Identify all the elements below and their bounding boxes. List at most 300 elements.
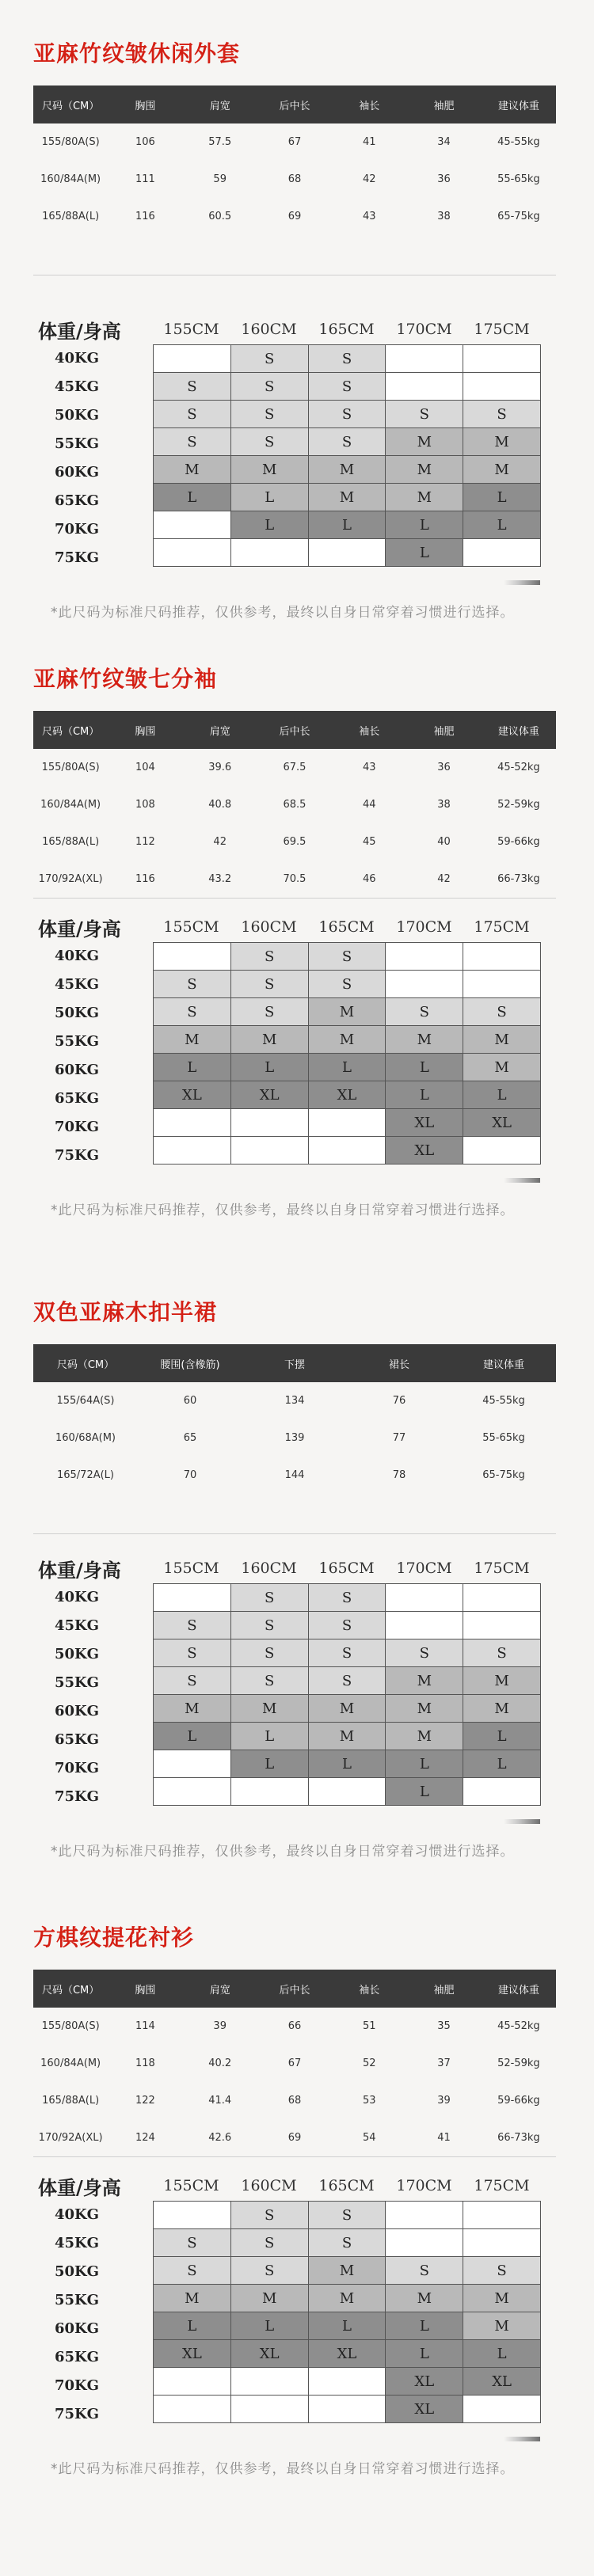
table-cell: 42.6: [183, 2119, 257, 2157]
table-cell: 160/68A(M): [33, 1419, 138, 1457]
size-cell: S: [154, 373, 231, 401]
table-cell: 160/84A(M): [33, 786, 108, 823]
size-cell: S: [308, 345, 386, 373]
table-cell: 46: [332, 861, 406, 899]
height-header: 165CM: [318, 918, 375, 936]
grid-row: [154, 2285, 541, 2312]
table-cell: 122: [108, 2082, 182, 2119]
grid-row: [154, 1667, 541, 1695]
size-cell: M: [154, 2285, 231, 2312]
weight-label: 45KG: [54, 976, 100, 993]
table-row: [33, 2082, 556, 2119]
table-cell: 111: [108, 161, 182, 198]
size-cell: XL: [386, 2368, 463, 2396]
table-cell: 116: [108, 198, 182, 235]
size-cell: M: [154, 1695, 231, 1723]
table-row: [33, 2008, 556, 2045]
size-cell: L: [386, 2312, 463, 2340]
weight-label: 40KG: [54, 2206, 100, 2223]
column-header: 袖长: [332, 711, 406, 749]
table-cell: 41.4: [183, 2082, 257, 2119]
size-cell: S: [154, 2257, 231, 2285]
size-cell: [308, 1778, 386, 1806]
size-cell: S: [154, 2229, 231, 2257]
table-cell: 66-73kg: [482, 2119, 556, 2157]
table-cell: 67.5: [257, 749, 332, 786]
size-cell: S: [463, 1639, 541, 1667]
table-cell: 40: [406, 823, 481, 861]
size-cell: M: [308, 998, 386, 1026]
table-row: [33, 198, 556, 235]
table-cell: 45-55kg: [451, 1382, 556, 1419]
table-cell: 45-52kg: [482, 2008, 556, 2045]
size-cell: S: [308, 2202, 386, 2229]
weight-label: 40KG: [54, 350, 100, 367]
size-cell: S: [308, 971, 386, 998]
size-cell: S: [308, 943, 386, 971]
grid-row: [154, 1054, 541, 1081]
size-cell: L: [308, 511, 386, 539]
size-cell: S: [230, 971, 308, 998]
table-cell: 170/92A(XL): [33, 2119, 108, 2157]
size-cell: [154, 345, 231, 373]
size-cell: XL: [154, 1081, 231, 1109]
column-header: 建议体重: [451, 1344, 556, 1382]
grid-row: [154, 998, 541, 1026]
height-header: 175CM: [474, 321, 530, 338]
weight-label: 70KG: [54, 2377, 100, 2394]
size-cell: S: [154, 1667, 231, 1695]
measurement-table: [33, 1970, 556, 2157]
table-row: [33, 1457, 556, 1494]
weight-label: 70KG: [54, 521, 100, 538]
measurement-header-row: [33, 711, 556, 749]
size-cell: M: [463, 1695, 541, 1723]
size-cell: M: [230, 1695, 308, 1723]
table-row: [33, 161, 556, 198]
size-cell: L: [230, 1723, 308, 1750]
column-header: 肩宽: [183, 85, 257, 123]
height-header: 170CM: [396, 918, 452, 936]
grid-row: [154, 2257, 541, 2285]
table-cell: 45-55kg: [482, 123, 556, 161]
section-title: 亚麻竹纹皱休闲外套: [33, 40, 241, 66]
size-cell: S: [154, 401, 231, 428]
size-cell: [463, 943, 541, 971]
height-header: 165CM: [318, 2177, 375, 2194]
weight-label: 50KG: [54, 2263, 100, 2280]
size-cell: S: [463, 998, 541, 1026]
table-cell: 51: [332, 2008, 406, 2045]
table-cell: 124: [108, 2119, 182, 2157]
size-cell: L: [386, 1081, 463, 1109]
size-cell: S: [230, 2257, 308, 2285]
table-cell: 55-65kg: [451, 1419, 556, 1457]
height-header: 155CM: [163, 918, 219, 936]
height-header: 160CM: [241, 1560, 297, 1577]
size-cell: S: [154, 998, 231, 1026]
table-cell: 60: [138, 1382, 242, 1419]
column-header: 肩宽: [183, 1970, 257, 2008]
size-cell: [154, 2202, 231, 2229]
size-recommendation-grid: [153, 344, 541, 567]
table-cell: 60.5: [183, 198, 257, 235]
size-cell: M: [386, 484, 463, 511]
column-header: 胸围: [108, 1970, 182, 2008]
table-cell: 70: [138, 1457, 242, 1494]
table-cell: 53: [332, 2082, 406, 2119]
size-recommendation-grid: [153, 1583, 541, 1806]
column-header: 肩宽: [183, 711, 257, 749]
size-cell: [230, 539, 308, 567]
size-cell: [154, 1778, 231, 1806]
grid-row: [154, 428, 541, 456]
size-cell: [308, 539, 386, 567]
column-header: 胸围: [108, 85, 182, 123]
grid-row: [154, 1612, 541, 1639]
measurement-body: [33, 749, 556, 899]
size-cell: [386, 2202, 463, 2229]
size-cell: M: [154, 456, 231, 484]
column-header: 后中长: [257, 1970, 332, 2008]
table-cell: 52: [332, 2045, 406, 2082]
table-row-empty: [33, 235, 556, 275]
weight-label: 55KG: [54, 2292, 100, 2308]
grid-row: [154, 1750, 541, 1778]
table-cell: 144: [242, 1457, 347, 1494]
measurement-body: [33, 123, 556, 275]
height-header: 165CM: [318, 1560, 375, 1577]
size-cell: XL: [386, 2396, 463, 2423]
height-header: 170CM: [396, 1560, 452, 1577]
measurement-header-row: [33, 1344, 556, 1382]
table-cell: 65-75kg: [451, 1457, 556, 1494]
grid-row: [154, 2368, 541, 2396]
size-cell: S: [308, 401, 386, 428]
weight-label: 55KG: [54, 1674, 100, 1691]
size-cell: L: [154, 1723, 231, 1750]
size-cell: S: [386, 2257, 463, 2285]
size-cell: M: [308, 1723, 386, 1750]
size-cell: L: [386, 511, 463, 539]
table-row: [33, 1419, 556, 1457]
size-cell: [308, 2368, 386, 2396]
table-cell: 43.2: [183, 861, 257, 899]
size-cell: L: [230, 1750, 308, 1778]
table-cell: 165/88A(L): [33, 2082, 108, 2119]
size-cell: [154, 1584, 231, 1612]
size-cell: [230, 2396, 308, 2423]
size-note: *此尺码为标准尺码推荐，仅供参考，最终以自身日常穿着习惯进行选择。: [51, 2461, 515, 2477]
grid-row: [154, 1639, 541, 1667]
size-cell: L: [463, 1723, 541, 1750]
size-cell: M: [386, 1695, 463, 1723]
grid-row: [154, 401, 541, 428]
weight-height-label: 体重/身高: [38, 1559, 121, 1582]
size-cell: M: [154, 1026, 231, 1054]
size-cell: M: [308, 484, 386, 511]
measurement-table: [33, 1344, 556, 1534]
height-header: 175CM: [474, 918, 530, 936]
table-cell-empty: [482, 235, 556, 275]
shade-scale-bar: [504, 1819, 540, 1824]
table-row: [33, 1382, 556, 1419]
column-header: 袖长: [332, 1970, 406, 2008]
table-cell: 155/80A(S): [33, 749, 108, 786]
size-cell: [230, 1137, 308, 1165]
column-header: 尺码（CM）: [33, 85, 108, 123]
column-header: 袖肥: [406, 711, 481, 749]
column-header: 后中长: [257, 711, 332, 749]
column-header: 袖肥: [406, 85, 481, 123]
grid-row: [154, 345, 541, 373]
size-cell: S: [154, 971, 231, 998]
column-header: 下摆: [242, 1344, 347, 1382]
table-cell: 76: [347, 1382, 451, 1419]
height-header: 160CM: [241, 2177, 297, 2194]
size-cell: M: [386, 456, 463, 484]
weight-label: 50KG: [54, 407, 100, 424]
size-cell: M: [308, 2285, 386, 2312]
grid-row: [154, 1778, 541, 1806]
table-cell: 165/88A(L): [33, 198, 108, 235]
size-cell: M: [386, 1667, 463, 1695]
size-cell: [463, 345, 541, 373]
height-header: 155CM: [163, 321, 219, 338]
measurement-body: [33, 2008, 556, 2157]
table-cell-empty: [33, 235, 108, 275]
size-cell: [230, 1109, 308, 1137]
size-cell: S: [308, 1667, 386, 1695]
size-cell: L: [230, 1054, 308, 1081]
table-cell: 66: [257, 2008, 332, 2045]
grid-row: [154, 1137, 541, 1165]
size-cell: S: [154, 428, 231, 456]
size-cell: L: [463, 484, 541, 511]
table-row: [33, 786, 556, 823]
size-cell: [154, 2368, 231, 2396]
table-cell: 160/84A(M): [33, 2045, 108, 2082]
size-cell: M: [386, 1026, 463, 1054]
size-cell: M: [386, 1723, 463, 1750]
weight-label: 50KG: [54, 1005, 100, 1021]
table-cell: 45-52kg: [482, 749, 556, 786]
size-cell: L: [308, 1750, 386, 1778]
table-cell: 36: [406, 161, 481, 198]
table-cell: 165/88A(L): [33, 823, 108, 861]
table-cell: 116: [108, 861, 182, 899]
size-cell: L: [308, 1054, 386, 1081]
size-cell: S: [386, 1639, 463, 1667]
measurement-header-row: [33, 85, 556, 123]
size-cell: XL: [463, 1109, 541, 1137]
height-header: 155CM: [163, 2177, 219, 2194]
size-cell: S: [308, 1584, 386, 1612]
size-cell: [463, 373, 541, 401]
table-cell: 65: [138, 1419, 242, 1457]
table-cell: 45: [332, 823, 406, 861]
shade-scale-bar: [504, 1178, 540, 1183]
table-row: [33, 861, 556, 899]
size-cell: [386, 943, 463, 971]
measurement-header: [33, 1970, 556, 2008]
column-header: 腰围(含橡筋): [138, 1344, 242, 1382]
size-cell: M: [308, 1695, 386, 1723]
size-cell: S: [230, 998, 308, 1026]
table-cell-empty: [33, 1494, 138, 1534]
table-cell: 66-73kg: [482, 861, 556, 899]
size-cell: S: [386, 998, 463, 1026]
weight-label: 55KG: [54, 1033, 100, 1050]
size-cell: S: [154, 1612, 231, 1639]
grid-row: [154, 971, 541, 998]
table-cell: 36: [406, 749, 481, 786]
grid-row: [154, 2340, 541, 2368]
size-cell: [154, 1109, 231, 1137]
weight-height-label: 体重/身高: [38, 320, 121, 343]
size-cell: [154, 943, 231, 971]
table-cell-empty: [406, 235, 481, 275]
column-header: 建议体重: [482, 711, 556, 749]
size-cell: M: [463, 1667, 541, 1695]
weight-label: 45KG: [54, 2235, 100, 2251]
shade-scale-bar: [504, 580, 540, 585]
table-cell: 68: [257, 161, 332, 198]
size-cell: S: [308, 428, 386, 456]
size-cell: S: [230, 1667, 308, 1695]
size-cell: S: [230, 1639, 308, 1667]
size-cell: S: [230, 1612, 308, 1639]
size-cell: L: [463, 1750, 541, 1778]
table-cell: 67: [257, 123, 332, 161]
size-cell: S: [386, 401, 463, 428]
table-cell: 170/92A(XL): [33, 861, 108, 899]
size-cell: XL: [230, 2340, 308, 2368]
grid-row: [154, 943, 541, 971]
table-cell: 59-66kg: [482, 2082, 556, 2119]
table-row: [33, 123, 556, 161]
table-cell-empty: [138, 1494, 242, 1534]
size-cell: L: [386, 1778, 463, 1806]
table-cell: 106: [108, 123, 182, 161]
column-header: 后中长: [257, 85, 332, 123]
table-cell: 59: [183, 161, 257, 198]
size-cell: XL: [386, 1109, 463, 1137]
table-cell: 69.5: [257, 823, 332, 861]
grid-row: [154, 2312, 541, 2340]
table-row: [33, 2045, 556, 2082]
weight-label: 55KG: [54, 435, 100, 452]
weight-label: 65KG: [54, 2349, 100, 2365]
table-cell: 139: [242, 1419, 347, 1457]
table-cell: 40.2: [183, 2045, 257, 2082]
grid-row: [154, 1584, 541, 1612]
weight-label: 70KG: [54, 1119, 100, 1135]
table-cell: 57.5: [183, 123, 257, 161]
column-header: 裙长: [347, 1344, 451, 1382]
weight-label: 75KG: [54, 1147, 100, 1164]
size-cell: S: [230, 2202, 308, 2229]
table-cell: 68: [257, 2082, 332, 2119]
table-cell: 78: [347, 1457, 451, 1494]
table-cell: 165/72A(L): [33, 1457, 138, 1494]
column-header: 尺码（CM）: [33, 1970, 108, 2008]
shade-scale-bar: [504, 2437, 540, 2441]
size-cell: XL: [308, 2340, 386, 2368]
table-cell: 35: [406, 2008, 481, 2045]
size-cell: XL: [308, 1081, 386, 1109]
size-cell: S: [230, 2229, 308, 2257]
size-cell: XL: [154, 2340, 231, 2368]
size-cell: XL: [230, 1081, 308, 1109]
size-recommendation-grid: [153, 2201, 541, 2423]
size-cell: [386, 345, 463, 373]
table-cell: 41: [332, 123, 406, 161]
size-cell: [463, 2229, 541, 2257]
size-cell: S: [230, 428, 308, 456]
table-cell: 39: [183, 2008, 257, 2045]
size-cell: M: [308, 456, 386, 484]
size-cell: [308, 1109, 386, 1137]
size-cell: XL: [386, 1137, 463, 1165]
table-cell: 38: [406, 786, 481, 823]
table-cell: 104: [108, 749, 182, 786]
size-cell: [154, 539, 231, 567]
weight-label: 60KG: [54, 464, 100, 481]
table-cell-empty: [332, 235, 406, 275]
weight-label: 40KG: [54, 1589, 100, 1605]
size-cell: [386, 1584, 463, 1612]
table-cell-empty: [242, 1494, 347, 1534]
table-cell: 77: [347, 1419, 451, 1457]
size-cell: M: [386, 2285, 463, 2312]
weight-label: 50KG: [54, 1646, 100, 1662]
table-cell: 42: [406, 861, 481, 899]
table-cell: 55-65kg: [482, 161, 556, 198]
size-cell: L: [230, 2312, 308, 2340]
size-cell: [230, 1778, 308, 1806]
size-cell: M: [308, 2257, 386, 2285]
measurement-body: [33, 1382, 556, 1534]
size-cell: M: [463, 1026, 541, 1054]
measurement-header: [33, 711, 556, 749]
size-cell: [308, 1137, 386, 1165]
size-section: [0, 1884, 594, 2510]
table-cell: 52-59kg: [482, 2045, 556, 2082]
size-cell: [463, 1584, 541, 1612]
table-cell: 69: [257, 2119, 332, 2157]
weight-label: 65KG: [54, 1731, 100, 1748]
table-cell: 155/80A(S): [33, 2008, 108, 2045]
size-cell: S: [463, 401, 541, 428]
weight-height-label: 体重/身高: [38, 2176, 121, 2199]
table-cell: 112: [108, 823, 182, 861]
weight-label: 75KG: [54, 2406, 100, 2422]
table-cell: 43: [332, 749, 406, 786]
size-cell: [463, 539, 541, 567]
grid-row: [154, 1695, 541, 1723]
column-header: 尺码（CM）: [33, 1344, 138, 1382]
size-cell: L: [230, 484, 308, 511]
table-cell: 118: [108, 2045, 182, 2082]
size-section: [0, 0, 594, 625]
weight-label: 60KG: [54, 1703, 100, 1719]
height-header: 160CM: [241, 321, 297, 338]
table-cell: 38: [406, 198, 481, 235]
size-note: *此尺码为标准尺码推荐，仅供参考，最终以自身日常穿着习惯进行选择。: [51, 1203, 515, 1218]
grid-row: [154, 1109, 541, 1137]
table-cell: 37: [406, 2045, 481, 2082]
